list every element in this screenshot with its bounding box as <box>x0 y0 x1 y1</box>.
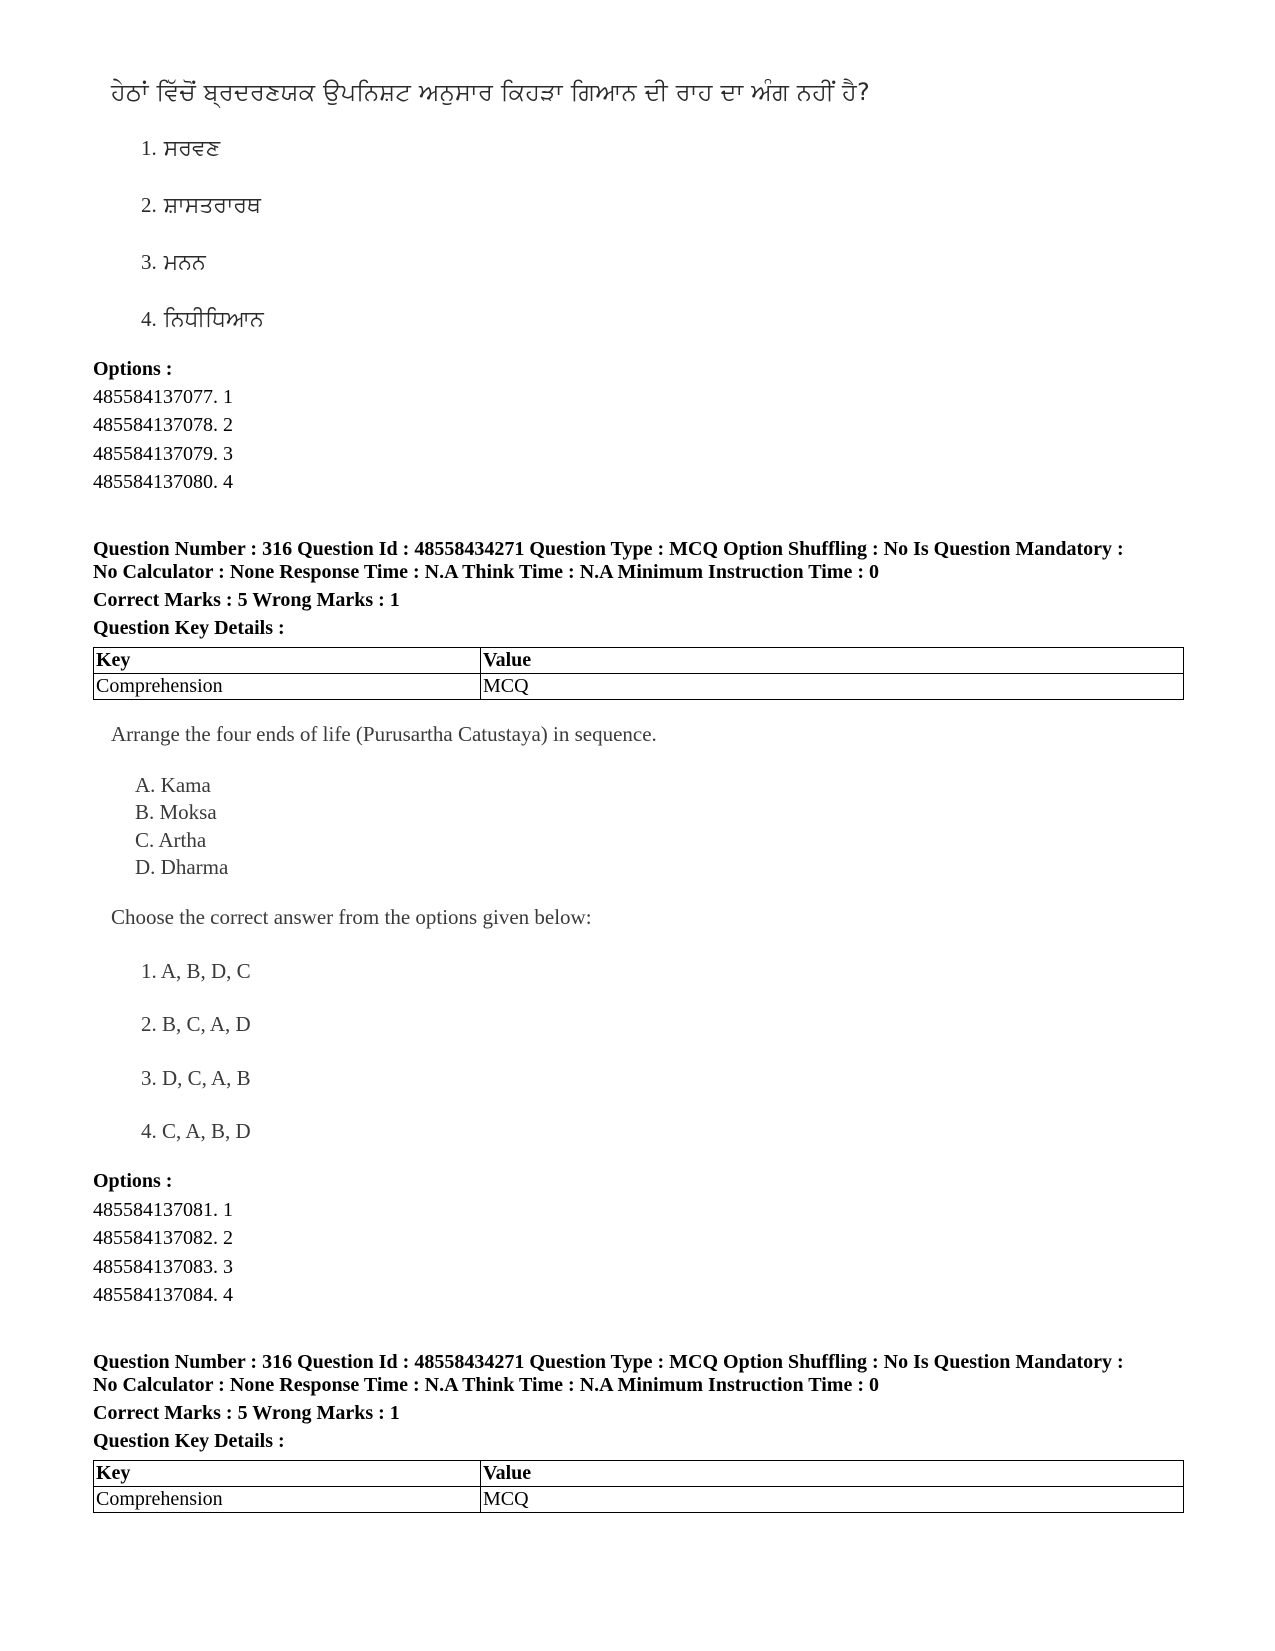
table-header-row <box>94 648 1184 674</box>
option-id-line: 485584137079. 3 <box>93 443 233 465</box>
question-meta-line: No Calculator : None Response Time : N.A Think Time : N.A Minimum Instruction Time : 0 <box>93 1374 879 1396</box>
sequence-item: D. Dharma <box>135 855 229 879</box>
choice-text: ਸ਼ਾਸਤਰਾਰਥ <box>163 193 261 218</box>
table-cell-value: MCQ <box>481 674 1184 700</box>
question-meta-line: No Calculator : None Response Time : N.A Think Time : N.A Minimum Instruction Time : 0 <box>93 561 879 583</box>
punjabi-choice-3 <box>141 250 206 275</box>
punjabi-choice-2 <box>141 193 261 218</box>
option-id-line: 485584137083. 3 <box>93 1256 233 1278</box>
table-header-key: Key <box>94 648 481 674</box>
option-id-line: 485584137077. 1 <box>93 386 233 408</box>
choice-number: 1. <box>141 136 157 160</box>
choice-text: ਨਿਧੀਧਿਆਨ <box>163 307 264 332</box>
key-details-table <box>93 1460 1184 1513</box>
table-header-value: Value <box>481 1461 1184 1487</box>
table-cell-value: MCQ <box>481 1487 1184 1513</box>
choice-text: ਸਰਵਣ <box>163 136 221 161</box>
table-cell-key: Comprehension <box>94 1487 481 1513</box>
option-id-line: 485584137084. 4 <box>93 1284 233 1306</box>
sequence-item: B. Moksa <box>135 800 217 824</box>
key-details-table <box>93 647 1184 700</box>
sequence-item: A. Kama <box>135 773 211 797</box>
english-choice-1: 1. A, B, D, C <box>141 959 251 983</box>
choice-text: ਮਨਨ <box>163 250 206 275</box>
option-id-line: 485584137078. 2 <box>93 414 233 436</box>
option-id-line: 485584137081. 1 <box>93 1199 233 1221</box>
english-choice-3: 3. D, C, A, B <box>141 1066 251 1090</box>
key-details-label: Question Key Details : <box>93 1430 285 1452</box>
question-meta-line: Question Number : 316 Question Id : 48558434271 Question Type : MCQ Option Shuffling : No Is Question Mandatory : <box>93 538 1124 560</box>
english-question-stem: Arrange the four ends of life (Purusartha Catustaya) in sequence. <box>111 722 657 746</box>
table-header-row <box>94 1461 1184 1487</box>
marks-line: Correct Marks : 5 Wrong Marks : 1 <box>93 589 400 611</box>
table-cell-key: Comprehension <box>94 674 481 700</box>
choice-number: 4. <box>141 307 157 331</box>
english-choice-2: 2. B, C, A, D <box>141 1012 251 1036</box>
table-header-key: Key <box>94 1461 481 1487</box>
punjabi-choice-4 <box>141 307 264 332</box>
table-header-value: Value <box>481 648 1184 674</box>
choice-number: 2. <box>141 193 157 217</box>
marks-line: Correct Marks : 5 Wrong Marks : 1 <box>93 1402 400 1424</box>
table-row <box>94 1487 1184 1513</box>
table-row <box>94 674 1184 700</box>
options-label: Options : <box>93 1170 173 1192</box>
punjabi-question-stem: ਹੇਠਾਂ ਵਿੱਚੋਂ ਬ੍ਰਦਰਣਯਕ ਉਪਨਿਸ਼ਟ ਅਨੁਸਾਰ ਕਿਹੜਾ ਗਿਆਨ ਦੀ ਰਾਹ ਦਾ ਅੰਗ ਨਹੀਂ ਹੈ? <box>111 78 870 106</box>
key-details-label: Question Key Details : <box>93 617 285 639</box>
choice-number: 3. <box>141 250 157 274</box>
question-meta-line: Question Number : 316 Question Id : 48558434271 Question Type : MCQ Option Shuffling : No Is Question Mandatory : <box>93 1351 1124 1373</box>
option-id-line: 485584137082. 2 <box>93 1227 233 1249</box>
punjabi-choice-1 <box>141 136 220 161</box>
answer-instruction: Choose the correct answer from the options given below: <box>111 905 592 929</box>
options-label: Options : <box>93 358 173 380</box>
english-choice-4: 4. C, A, B, D <box>141 1119 251 1143</box>
option-id-line: 485584137080. 4 <box>93 471 233 493</box>
sequence-item: C. Artha <box>135 828 207 852</box>
